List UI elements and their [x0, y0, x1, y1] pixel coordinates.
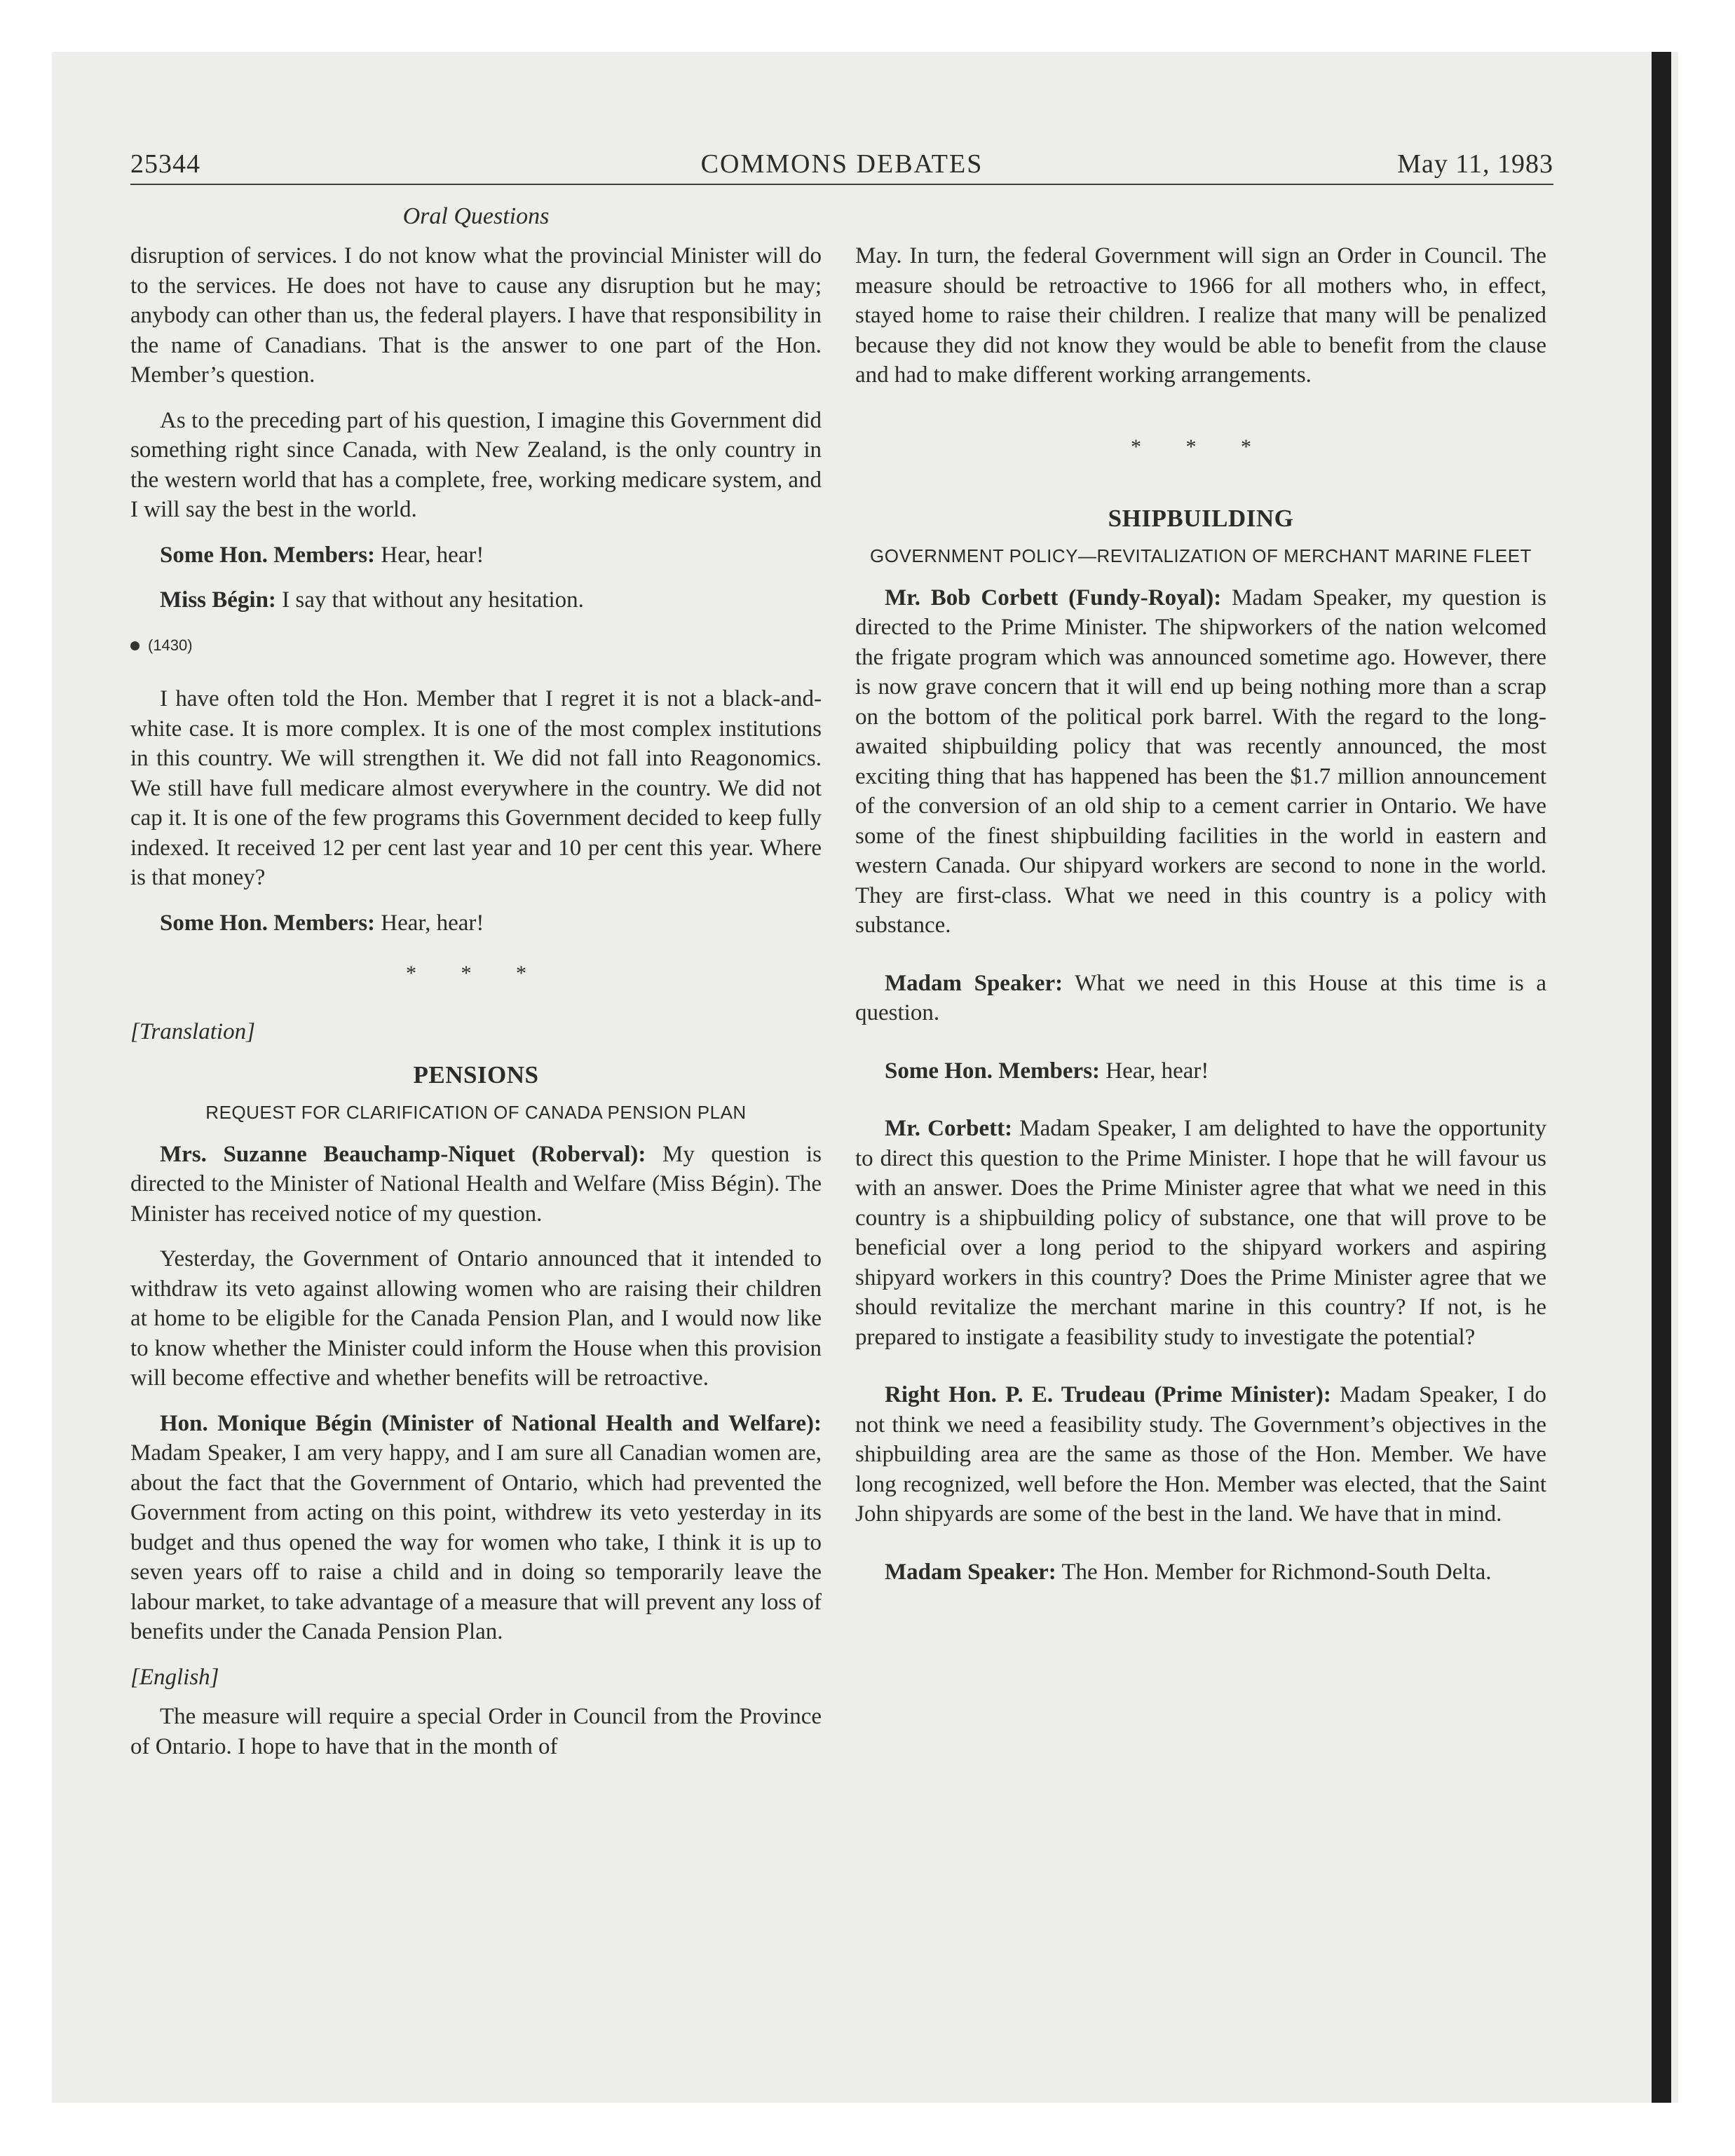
- speech: [855, 1056, 1546, 1086]
- speaker-name: Some Hon. Members:: [885, 1058, 1101, 1084]
- section-separator: * * *: [406, 962, 546, 985]
- speech: [855, 1380, 1546, 1529]
- section-subheading: REQUEST FOR CLARIFICATION OF CANADA PENSION PLAN: [205, 1101, 747, 1123]
- speech-text: Madam Speaker, I am delighted to have the opportunity to direct this question to the Prime Minister. I hope that he will favour us with an answer. Does the Prime Minister agree that what we need in this country is a shipbuilding policy of substance, one that will prove to be beneficial over a long period to the shipyard workers and aspiring shipyard workers in this country? Does the Prime Minister agree that we should revitalize the merchant marine in this country? If not, is he prepared to instigate a feasibility study to investigate the potential?: [855, 1116, 1546, 1350]
- speaker-name: Right Hon. P. E. Trudeau (Prime Minister):: [885, 1382, 1331, 1407]
- speaker-name: Mr. Corbett:: [885, 1116, 1013, 1141]
- page-header: [130, 149, 1553, 181]
- speech-text: Hear, hear!: [381, 542, 484, 568]
- speech: [855, 1557, 1546, 1588]
- speech-text: Madam Speaker, I am very happy, and I am sure all Canadian women are, about the fact that the Government of Ontario, which had prevented the Government from acting on this point, withdrew its veto yesterday in its budget and thus opened the way for women who take, I think it is up to seven years off to raise a child and in doing so temporarily leave the labour market, to take advantage of a measure that will prevent any loss of benefits under the Canada Pension Plan.: [130, 1440, 822, 1644]
- paragraph: Yesterday, the Government of Ontario announced that it intended to withdraw its veto against allowing women who are raising their children at home to be eligible for the Canada Pension Plan, and I would now like to know whether the Minister could inform the House when this provision will become effective and whether benefits will be retroactive.: [130, 1246, 822, 1391]
- speech: [855, 583, 1546, 941]
- page-number: 25344: [130, 149, 200, 179]
- speech-text: Hear, hear!: [1105, 1058, 1209, 1084]
- speech-text: Madam Speaker, my question is directed to the Prime Minister. The shipworkers of the nation welcomed the frigate program which was announced sometime ago. However, there is now grave concern that it will end up being nothing more than a scrap on the bottom of the political pork barrel. With the regard to the long-awaited shipbuilding policy that was recently announced, the most exciting thing that has happened has been the $1.7 million announcement of the conversion of an old ship to a cement carrier in Ontario. We have some of the finest shipbuilding facilities in the world in eastern and western Canada. Our shipyard workers are second to none in the world. They are first-class. What we need in this country is a policy with substance.: [855, 585, 1546, 938]
- translation-label: [Translation]: [130, 1018, 255, 1044]
- scan-edge-bar: [1652, 52, 1671, 2103]
- speaker-name: Mrs. Suzanne Beauchamp-Niquet (Roberval):: [160, 1141, 646, 1167]
- speech: [855, 1114, 1546, 1352]
- speech: [130, 1409, 822, 1647]
- right-column: [855, 241, 1546, 1602]
- speech: [855, 969, 1546, 1028]
- section-heading: SHIPBUILDING: [1108, 505, 1294, 532]
- publication-date: May 11, 1983: [1397, 149, 1553, 179]
- speaker-name: Some Hon. Members:: [160, 910, 376, 936]
- speaker-name: Miss Bégin:: [160, 587, 276, 613]
- speech: [130, 540, 822, 571]
- speaker-name: Hon. Monique Bégin (Minister of National Health and Welfare):: [160, 1410, 822, 1436]
- speaker-name: Some Hon. Members:: [160, 542, 376, 568]
- speech: [130, 1140, 822, 1229]
- paragraph: As to the preceding part of his question, I imagine this Government did something right since Canada, with New Zealand, is the only country in the western world that has a complete, free, working medicare system, and I will say the best in the world.: [130, 407, 822, 522]
- section-separator: * * *: [1131, 435, 1271, 458]
- section-label: Oral Questions: [402, 203, 550, 229]
- section-subheading: GOVERNMENT POLICY—REVITALIZATION OF MERCHANT MARINE FLEET: [870, 545, 1532, 566]
- section-heading: PENSIONS: [413, 1061, 539, 1089]
- speech-text: What we need in this House at this time is a question.: [855, 970, 1547, 1025]
- left-column: [130, 241, 822, 1777]
- paragraph: disruption of services. I do not know what the provincial Minister will do to the services. He does not have to cause any disruption but he may; anybody can other than us, the federal players. I have that responsibility in the name of Canadians. That is the answer to one part of the Hon. Member’s question.: [130, 243, 822, 388]
- timestamp-text: (1430): [148, 636, 193, 654]
- bullet-icon: [130, 641, 140, 650]
- publication-title: COMMONS DEBATES: [700, 149, 984, 179]
- header-rule: [130, 184, 1553, 185]
- speech-text: Hear, hear!: [381, 910, 484, 936]
- speech: [130, 585, 822, 615]
- speech-text: I say that without any hesitation.: [282, 587, 584, 613]
- speaker-name: Madam Speaker:: [885, 970, 1063, 996]
- paragraph: I have often told the Hon. Member that I regret it is not a black-and-white case. It is more complex. It is one of the most complex institutions in this country. We will strengthen it. We did not fall into Reagonomics. We still have full medicare almost everywhere in the country. We did not cap it. It is one of the few programs this Government decided to keep fully indexed. It received 12 per cent last year and 10 per cent this year. Where is that money?: [130, 686, 822, 890]
- speech-text: The Hon. Member for Richmond-South Delta.: [1061, 1559, 1492, 1585]
- speaker-name: Mr. Bob Corbett (Fundy-Royal):: [885, 585, 1222, 610]
- paragraph: May. In turn, the federal Government will sign an Order in Council. The measure should be retroactive to 1966 for all mothers who, in effect, stayed home to raise their children. I realize that many will be penalized because they did not know they would be able to benefit from the clause and had to make different working arrangements.: [855, 243, 1546, 388]
- paragraph: The measure will require a special Order in Council from the Province of Ontario. I hope to have that in the month of: [130, 1704, 822, 1759]
- speech-text: My question is directed to the Minister of National Health and Welfare (Miss Bégin). The Minister has received notice of my question.: [130, 1141, 822, 1227]
- english-label: [English]: [130, 1664, 219, 1690]
- speech: [130, 908, 822, 939]
- timestamp: [130, 631, 822, 661]
- speech-text: Madam Speaker, I do not think we need a feasibility study. The Government’s objectives in the shipbuilding area are the same as those of the Hon. Member. We have long recognized, well before the Hon. Member was elected, that the Saint John shipyards are some of the best in the land. We have that in mind.: [855, 1382, 1546, 1527]
- speaker-name: Madam Speaker:: [885, 1559, 1056, 1585]
